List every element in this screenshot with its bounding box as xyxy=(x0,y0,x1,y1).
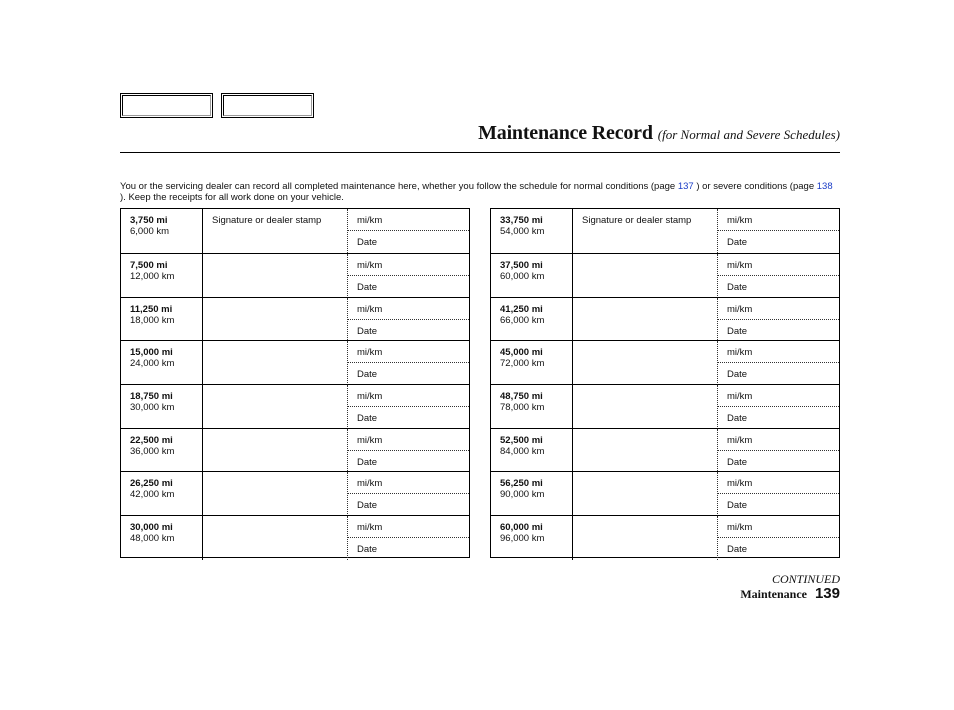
cell-divider xyxy=(348,319,469,320)
cell-divider xyxy=(348,406,469,407)
record-row xyxy=(491,209,839,253)
mileage-cell xyxy=(491,341,573,385)
date-label: Date xyxy=(727,237,748,248)
cell-divider xyxy=(348,493,469,494)
odometer-label: mi/km xyxy=(357,260,383,271)
date-label: Date xyxy=(357,237,378,248)
signature-cell[interactable] xyxy=(573,254,718,298)
page-title: Maintenance Record xyxy=(478,122,653,144)
cell-divider xyxy=(348,362,469,363)
record-row xyxy=(491,297,839,342)
signature-cell[interactable] xyxy=(203,516,348,560)
mileage-miles: 60,000 mi xyxy=(500,522,543,533)
signature-cell[interactable] xyxy=(573,298,718,342)
record-row xyxy=(491,515,839,560)
mileage-miles: 37,500 mi xyxy=(500,260,543,271)
odometer-date-cell[interactable] xyxy=(718,429,839,473)
signature-cell[interactable] xyxy=(203,209,348,253)
mileage-km: 12,000 km xyxy=(130,271,175,282)
mileage-miles: 18,750 mi xyxy=(130,391,173,402)
date-label: Date xyxy=(357,282,378,293)
odometer-label: mi/km xyxy=(727,435,753,446)
mileage-km: 72,000 km xyxy=(500,358,545,369)
odometer-date-cell[interactable] xyxy=(348,298,469,342)
date-label: Date xyxy=(357,326,378,337)
mileage-km: 36,000 km xyxy=(130,446,175,457)
header-rule xyxy=(120,152,840,153)
cell-divider xyxy=(348,450,469,451)
cell-divider xyxy=(718,537,839,538)
cell-divider xyxy=(348,537,469,538)
mileage-miles: 41,250 mi xyxy=(500,304,543,315)
signature-cell[interactable] xyxy=(573,472,718,516)
record-row xyxy=(491,253,839,298)
record-row xyxy=(121,209,469,253)
mileage-miles: 15,000 mi xyxy=(130,347,173,358)
cell-divider xyxy=(348,230,469,231)
odometer-label: mi/km xyxy=(727,304,753,315)
mileage-miles: 30,000 mi xyxy=(130,522,173,533)
mileage-miles: 45,000 mi xyxy=(500,347,543,358)
mileage-cell xyxy=(121,516,203,560)
odometer-label: mi/km xyxy=(727,391,753,402)
signature-cell[interactable] xyxy=(203,429,348,473)
record-row xyxy=(121,384,469,429)
mileage-km: 42,000 km xyxy=(130,489,175,500)
intro-text-1: You or the servicing dealer can record all completed maintenance here, whether you follow the schedule for normal conditions (page xyxy=(120,181,678,192)
odometer-label: mi/km xyxy=(357,215,383,226)
mileage-miles: 3,750 mi xyxy=(130,215,168,226)
signature-cell[interactable] xyxy=(573,341,718,385)
mileage-km: 78,000 km xyxy=(500,402,545,413)
mileage-miles: 7,500 mi xyxy=(130,260,168,271)
mileage-km: 6,000 km xyxy=(130,226,170,237)
mileage-cell xyxy=(491,516,573,560)
odometer-label: mi/km xyxy=(727,522,753,533)
signature-cell[interactable] xyxy=(573,385,718,429)
odometer-date-cell[interactable] xyxy=(718,516,839,560)
nav-tab-1[interactable] xyxy=(120,93,213,118)
intro-paragraph xyxy=(120,181,840,203)
odometer-label: mi/km xyxy=(727,260,753,271)
mileage-miles: 56,250 mi xyxy=(500,478,543,489)
odometer-date-cell[interactable] xyxy=(348,385,469,429)
odometer-date-cell[interactable] xyxy=(718,298,839,342)
odometer-date-cell[interactable] xyxy=(718,341,839,385)
mileage-cell xyxy=(491,209,573,253)
mileage-cell xyxy=(121,385,203,429)
mileage-km: 66,000 km xyxy=(500,315,545,326)
section-name: Maintenance xyxy=(740,587,807,601)
signature-label: Signature or dealer stamp xyxy=(582,215,692,226)
odometer-label: mi/km xyxy=(357,478,383,489)
record-row xyxy=(491,471,839,516)
signature-cell[interactable] xyxy=(203,341,348,385)
signature-cell[interactable] xyxy=(203,385,348,429)
mileage-cell xyxy=(491,472,573,516)
cell-divider xyxy=(718,406,839,407)
cell-divider xyxy=(718,450,839,451)
record-table-left xyxy=(120,208,470,558)
mileage-cell xyxy=(121,209,203,253)
date-label: Date xyxy=(727,457,748,468)
record-row xyxy=(121,471,469,516)
date-label: Date xyxy=(357,500,378,511)
odometer-label: mi/km xyxy=(357,304,383,315)
cell-divider xyxy=(718,493,839,494)
page-link-137[interactable]: 137 xyxy=(677,181,694,192)
signature-cell[interactable] xyxy=(203,298,348,342)
date-label: Date xyxy=(357,413,378,424)
record-row xyxy=(121,297,469,342)
odometer-date-cell[interactable] xyxy=(348,254,469,298)
mileage-miles: 48,750 mi xyxy=(500,391,543,402)
mileage-km: 60,000 km xyxy=(500,271,545,282)
odometer-date-cell[interactable] xyxy=(718,254,839,298)
date-label: Date xyxy=(727,413,748,424)
odometer-label: mi/km xyxy=(357,435,383,446)
record-table-right xyxy=(490,208,840,558)
cell-divider xyxy=(718,230,839,231)
odometer-label: mi/km xyxy=(727,347,753,358)
mileage-km: 84,000 km xyxy=(500,446,545,457)
mileage-km: 48,000 km xyxy=(130,533,175,544)
date-label: Date xyxy=(727,369,748,380)
cell-divider xyxy=(718,362,839,363)
odometer-date-cell[interactable] xyxy=(348,516,469,560)
mileage-cell xyxy=(121,472,203,516)
signature-cell[interactable] xyxy=(573,209,718,253)
intro-text-2: ) or severe conditions (page xyxy=(693,181,817,192)
odometer-date-cell[interactable] xyxy=(348,209,469,253)
odometer-label: mi/km xyxy=(727,215,753,226)
page-link-138[interactable]: 138 xyxy=(816,181,833,192)
odometer-date-cell[interactable] xyxy=(348,429,469,473)
record-row xyxy=(121,515,469,560)
continued-label: CONTINUED xyxy=(771,572,840,586)
date-label: Date xyxy=(357,369,378,380)
odometer-date-cell[interactable] xyxy=(348,341,469,385)
mileage-miles: 33,750 mi xyxy=(500,215,543,226)
odometer-date-cell[interactable] xyxy=(718,385,839,429)
nav-tab-2[interactable] xyxy=(221,93,314,118)
date-label: Date xyxy=(727,282,748,293)
odometer-label: mi/km xyxy=(727,478,753,489)
cell-divider xyxy=(718,275,839,276)
mileage-cell xyxy=(491,385,573,429)
date-label: Date xyxy=(357,457,378,468)
signature-cell[interactable] xyxy=(203,254,348,298)
mileage-km: 96,000 km xyxy=(500,533,545,544)
signature-cell[interactable] xyxy=(203,472,348,516)
cell-divider xyxy=(718,319,839,320)
record-row xyxy=(491,428,839,473)
mileage-cell xyxy=(491,254,573,298)
mileage-cell xyxy=(121,298,203,342)
record-row xyxy=(491,384,839,429)
odometer-label: mi/km xyxy=(357,391,383,402)
record-row xyxy=(121,253,469,298)
signature-label: Signature or dealer stamp xyxy=(212,215,322,226)
cell-divider xyxy=(348,275,469,276)
record-row xyxy=(121,340,469,385)
mileage-km: 30,000 km xyxy=(130,402,175,413)
odometer-date-cell[interactable] xyxy=(718,209,839,253)
page-subtitle: (for Normal and Severe Schedules) xyxy=(657,127,840,142)
mileage-km: 90,000 km xyxy=(500,489,545,500)
mileage-cell xyxy=(491,298,573,342)
mileage-cell xyxy=(121,341,203,385)
mileage-miles: 52,500 mi xyxy=(500,435,543,446)
odometer-date-cell[interactable] xyxy=(348,472,469,516)
signature-cell[interactable] xyxy=(573,516,718,560)
mileage-miles: 11,250 mi xyxy=(130,304,173,315)
page-number: 139 xyxy=(814,585,840,602)
odometer-date-cell[interactable] xyxy=(718,472,839,516)
intro-text-3: ). Keep the receipts for all work done on your vehicle. xyxy=(120,192,344,203)
mileage-cell xyxy=(491,429,573,473)
odometer-label: mi/km xyxy=(357,522,383,533)
record-row xyxy=(121,428,469,473)
page-header xyxy=(120,122,840,152)
record-row xyxy=(491,340,839,385)
date-label: Date xyxy=(727,500,748,511)
mileage-miles: 26,250 mi xyxy=(130,478,173,489)
date-label: Date xyxy=(727,326,748,337)
signature-cell[interactable] xyxy=(573,429,718,473)
odometer-label: mi/km xyxy=(357,347,383,358)
mileage-miles: 22,500 mi xyxy=(130,435,173,446)
page-footer xyxy=(600,585,840,603)
mileage-cell xyxy=(121,429,203,473)
date-label: Date xyxy=(727,544,748,555)
mileage-km: 54,000 km xyxy=(500,226,545,237)
mileage-cell xyxy=(121,254,203,298)
mileage-km: 24,000 km xyxy=(130,358,175,369)
date-label: Date xyxy=(357,544,378,555)
mileage-km: 18,000 km xyxy=(130,315,175,326)
